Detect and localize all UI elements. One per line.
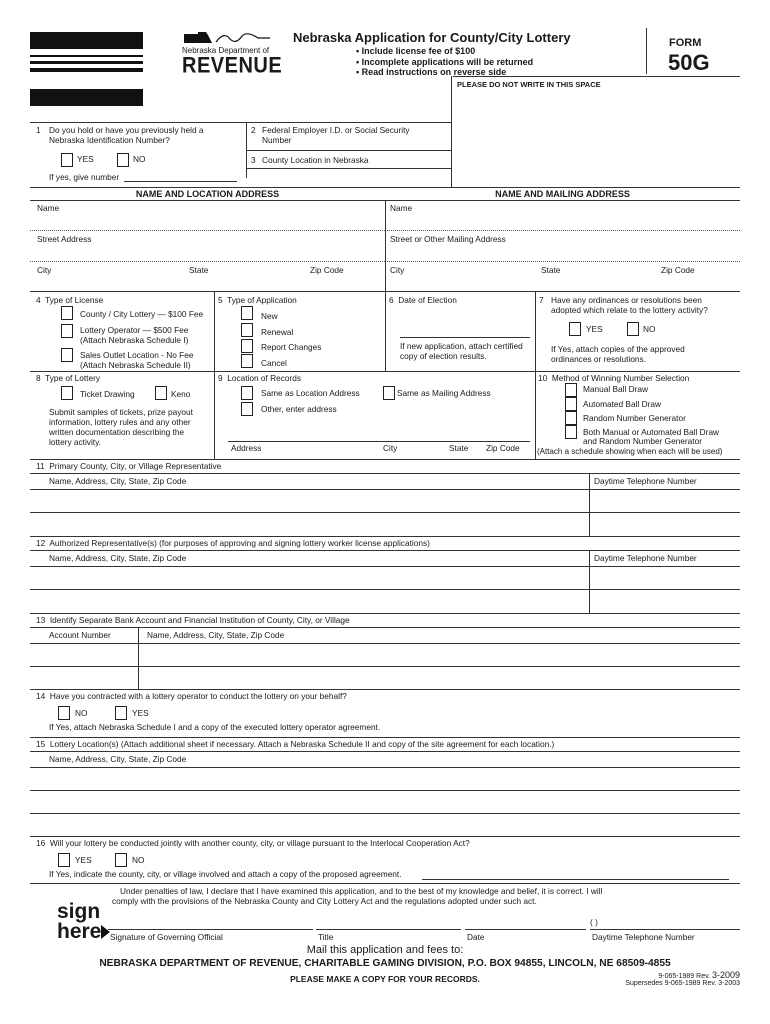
q10-automated-checkbox[interactable] [565, 397, 577, 411]
scan-bar-1 [30, 32, 143, 49]
mailing-city-label: City [390, 265, 405, 275]
q16-label: 16 Will your lottery be conducted jointly with another county, city, or village pursuant to the Interlocal Cooperation Act? [36, 838, 470, 848]
q11-col-name: Name, Address, City, State, Zip Code [49, 476, 187, 486]
sign-here-label-here: here [57, 920, 102, 943]
q13-entry-line-2[interactable] [30, 666, 740, 667]
q16-note: If Yes, indicate the county, city, or village involved and attach a copy of the proposed agreement. [49, 869, 402, 879]
q6-note: If new application, attach certified copy of election results. [400, 341, 523, 361]
scan-bar-4 [30, 68, 143, 72]
title-label: Title [318, 932, 334, 942]
q1-yes-label: YES [77, 154, 94, 164]
q12-entry-line-2[interactable] [30, 589, 740, 590]
q11-col-phone: Daytime Telephone Number [594, 476, 697, 486]
q15-entry-line-2[interactable] [30, 790, 740, 791]
q1-number: 1 [36, 125, 41, 135]
q11-entry-line-2[interactable] [30, 512, 740, 513]
q7-label: Have any ordinances or resolutions been adopted which relate to the lottery activity? [551, 295, 708, 315]
q4-option-county-city: County / City Lottery — $100 Fee [80, 309, 204, 319]
q1-no-label: NO [133, 154, 146, 164]
agency-name: Nebraska Department of [182, 46, 270, 55]
phone-parens: ( ) [590, 917, 598, 927]
q9-zip-label: Zip Code [486, 443, 520, 453]
q14-no-checkbox[interactable] [58, 706, 70, 720]
q3-number: 3 [251, 155, 256, 165]
form-title: Nebraska Application for County/City Lottery [293, 30, 571, 45]
scan-bar-3 [30, 61, 143, 64]
q14-label: 14 Have you contracted with a lottery operator to conduct the lottery on your behalf? [36, 691, 347, 701]
q8-option-ticket-drawing: Ticket Drawing [80, 389, 135, 399]
q4-county-city-checkbox[interactable] [61, 306, 73, 320]
q10-option-both: Both Manual or Automated Ball Draw [583, 427, 720, 437]
copy-reminder: PLEASE MAKE A COPY FOR YOUR RECORDS. [290, 974, 480, 984]
q4-option-sales-outlet-note: (Attach Nebraska Schedule II) [80, 360, 191, 370]
location-name-label: Name [37, 203, 60, 213]
q9-option-same-location: Same as Location Address [261, 388, 360, 398]
q9-label: 9 Location of Records [218, 373, 302, 383]
q3-label: County Location in Nebraska [262, 155, 369, 165]
q10-option-rng: Random Number Generator [583, 413, 686, 423]
q5-option-renewal: Renewal [261, 327, 294, 337]
agency-logo: REVENUE [182, 53, 283, 79]
form-number: 50G [668, 50, 710, 75]
q13-col-account: Account Number [49, 630, 111, 640]
q15-entry-line-1[interactable] [30, 767, 740, 768]
q4-option-operator: Lottery Operator — $500 Fee [80, 325, 189, 335]
q4-sales-outlet-checkbox[interactable] [61, 348, 73, 362]
title-bullet-1: • Include license fee of $100 [356, 46, 476, 56]
q9-city-label: City [383, 443, 398, 453]
q7-no-checkbox[interactable] [627, 322, 639, 336]
q14-yes-checkbox[interactable] [115, 706, 127, 720]
q7-number: 7 [539, 295, 544, 305]
form-label: FORM [669, 37, 702, 49]
q13-label: 13 Identify Separate Bank Account and Financial Institution of County, City, or Village [36, 615, 350, 625]
q5-option-report-changes: Report Changes [261, 342, 322, 352]
q16-no-label: NO [132, 855, 145, 865]
q2-label: Federal Employer I.D. or Social Security Number [262, 125, 410, 145]
location-city-label: City [37, 265, 52, 275]
q1-label: Do you hold or have you previously held a Nebraska Identification Number? [49, 125, 204, 145]
q15-entry-line-3[interactable] [30, 813, 740, 814]
q4-option-operator-note: (Attach Nebraska Schedule I) [80, 335, 189, 345]
q15-label: 15 Lottery Location(s) (Attach additional sheet if necessary. Attach a Nebraska Schedule II and copy of the site agreement for each location.) [36, 739, 555, 749]
q7-yes-checkbox[interactable] [569, 322, 581, 336]
nebraska-state-icon [182, 30, 272, 46]
q9-option-same-mailing: Same as Mailing Address [397, 388, 491, 398]
signature-label: Signature of Governing Official [110, 932, 223, 942]
q10-option-manual: Manual Ball Draw [583, 384, 649, 394]
location-state-label: State [189, 265, 209, 275]
location-street-label: Street Address [37, 234, 92, 244]
mailing-address-heading: NAME AND MAILING ADDRESS [495, 189, 630, 199]
q7-yes-label: YES [586, 324, 603, 334]
q5-label: 5 Type of Application [218, 295, 297, 305]
scan-bar-5 [30, 89, 143, 106]
title-field[interactable] [316, 929, 461, 930]
location-address-heading: NAME AND LOCATION ADDRESS [135, 189, 280, 199]
q5-renewal-checkbox[interactable] [241, 323, 253, 337]
q4-operator-checkbox[interactable] [61, 324, 73, 338]
q9-address-field[interactable] [228, 441, 530, 442]
q13-col-institution: Name, Address, City, State, Zip Code [147, 630, 285, 640]
q12-col-name: Name, Address, City, State, Zip Code [49, 553, 187, 563]
date-field[interactable] [465, 929, 586, 930]
q10-rng-checkbox[interactable] [565, 411, 577, 425]
q4-label: 4 Type of License [36, 295, 104, 305]
q10-manual-checkbox[interactable] [565, 383, 577, 397]
q5-new-checkbox[interactable] [241, 306, 253, 320]
q12-col-phone: Daytime Telephone Number [594, 553, 697, 563]
phone-label: Daytime Telephone Number [592, 932, 695, 942]
mail-instruction: Mail this application and fees to: [306, 944, 464, 956]
sign-here-label-sign: sign [57, 900, 101, 923]
q14-no-label: NO [75, 708, 88, 718]
q5-cancel-checkbox[interactable] [241, 354, 253, 368]
q10-option-both-line2: and Random Number Generator [583, 436, 702, 446]
q12-label: 12 Authorized Representative(s) (for purposes of approving and signing lottery worker license applications) [36, 538, 430, 548]
revision-info: 9-065-1989 Rev. 3-2009 [658, 970, 740, 980]
q5-report-changes-checkbox[interactable] [241, 339, 253, 353]
q9-same-location-checkbox[interactable] [241, 386, 253, 400]
title-bullet-3: • Read instructions on reverse side [356, 67, 507, 77]
q6-date-field[interactable] [400, 337, 530, 338]
signature-field[interactable] [108, 929, 313, 930]
office-use-notice: PLEASE DO NOT WRITE IN THIS SPACE [457, 80, 601, 89]
q6-label: 6 Date of Election [389, 295, 457, 305]
q1-no-checkbox[interactable] [117, 153, 129, 167]
q11-label: 11 Primary County, City, or Village Representative [36, 461, 222, 471]
q1-number-field[interactable] [124, 181, 237, 182]
q8-option-keno: Keno [171, 389, 191, 399]
q16-yes-label: YES [75, 855, 92, 865]
q12-entry-line-1[interactable] [30, 566, 740, 567]
q8-note: Submit samples of tickets, prize payout information, lottery rules and any other written documentation describing the lottery activity. [49, 407, 193, 447]
q9-other-address-checkbox[interactable] [241, 402, 253, 416]
q7-no-label: NO [643, 324, 656, 334]
q10-option-automated: Automated Ball Draw [583, 399, 661, 409]
q15-col-name: Name, Address, City, State, Zip Code [49, 754, 187, 764]
mailing-address: NEBRASKA DEPARTMENT OF REVENUE, CHARITABLE GAMING DIVISION, P.O. BOX 94855, LINCOLN, NE 68509-4855 [99, 958, 671, 969]
q8-label: 8 Type of Lottery [36, 373, 100, 383]
date-label: Date [467, 932, 485, 942]
q2-number: 2 [251, 125, 256, 135]
mailing-street-field[interactable] [385, 261, 740, 262]
q5-option-cancel: Cancel [261, 358, 287, 368]
declaration-line-1: Under penalties of law, I declare that I have examined this application, and to the best of my knowledge and belief, it is correct. I will [120, 886, 603, 896]
mailing-name-label: Name [390, 203, 413, 213]
scan-bar-2 [30, 55, 143, 57]
q16-yes-checkbox[interactable] [58, 853, 70, 867]
q9-state-label: State [449, 443, 469, 453]
q11-entry-line-1[interactable] [30, 489, 740, 490]
q4-option-sales-outlet: Sales Outlet Location - No Fee [80, 350, 194, 360]
mailing-zip-label: Zip Code [661, 265, 695, 275]
mailing-state-label: State [541, 265, 561, 275]
q8-keno-checkbox[interactable] [155, 386, 167, 400]
phone-field[interactable] [590, 929, 740, 930]
q9-option-other-address: Other, enter address [261, 404, 337, 414]
title-bullet-2: • Incomplete applications will be returned [356, 57, 534, 67]
q14-yes-label: YES [132, 708, 149, 718]
q9-same-mailing-checkbox[interactable] [383, 386, 395, 400]
q1-if-yes-label: If yes, give number [49, 172, 120, 182]
location-street-field[interactable] [30, 261, 385, 262]
q10-note: (Attach a schedule showing when each will be used) [537, 447, 723, 456]
q10-both-checkbox[interactable] [565, 425, 577, 439]
q7-note: If Yes, attach copies of the approved ordinances or resolutions. [551, 344, 685, 364]
q10-label: 10 Method of Winning Number Selection [538, 373, 690, 383]
supersedes-info: Supersedes 9-065-1989 Rev. 3-2003 [625, 980, 740, 987]
mailing-street-label: Street or Other Mailing Address [390, 234, 506, 244]
q9-address-label: Address [231, 443, 262, 453]
q8-ticket-drawing-checkbox[interactable] [61, 386, 73, 400]
declaration-line-2: comply with the provisions of the Nebraska County and City Lottery Act and the regulations adopted under such act. [112, 896, 537, 906]
q13-entry-line-1[interactable] [30, 643, 740, 644]
q1-yes-checkbox[interactable] [61, 153, 73, 167]
location-name-field[interactable] [30, 230, 385, 231]
q5-option-new: New [261, 311, 278, 321]
sign-arrow-icon [101, 925, 110, 939]
q14-note: If Yes, attach Nebraska Schedule I and a copy of the executed lottery operator agreement. [49, 722, 381, 732]
q16-entity-field[interactable] [422, 879, 729, 880]
location-zip-label: Zip Code [310, 265, 344, 275]
q16-no-checkbox[interactable] [115, 853, 127, 867]
mailing-name-field[interactable] [385, 230, 740, 231]
